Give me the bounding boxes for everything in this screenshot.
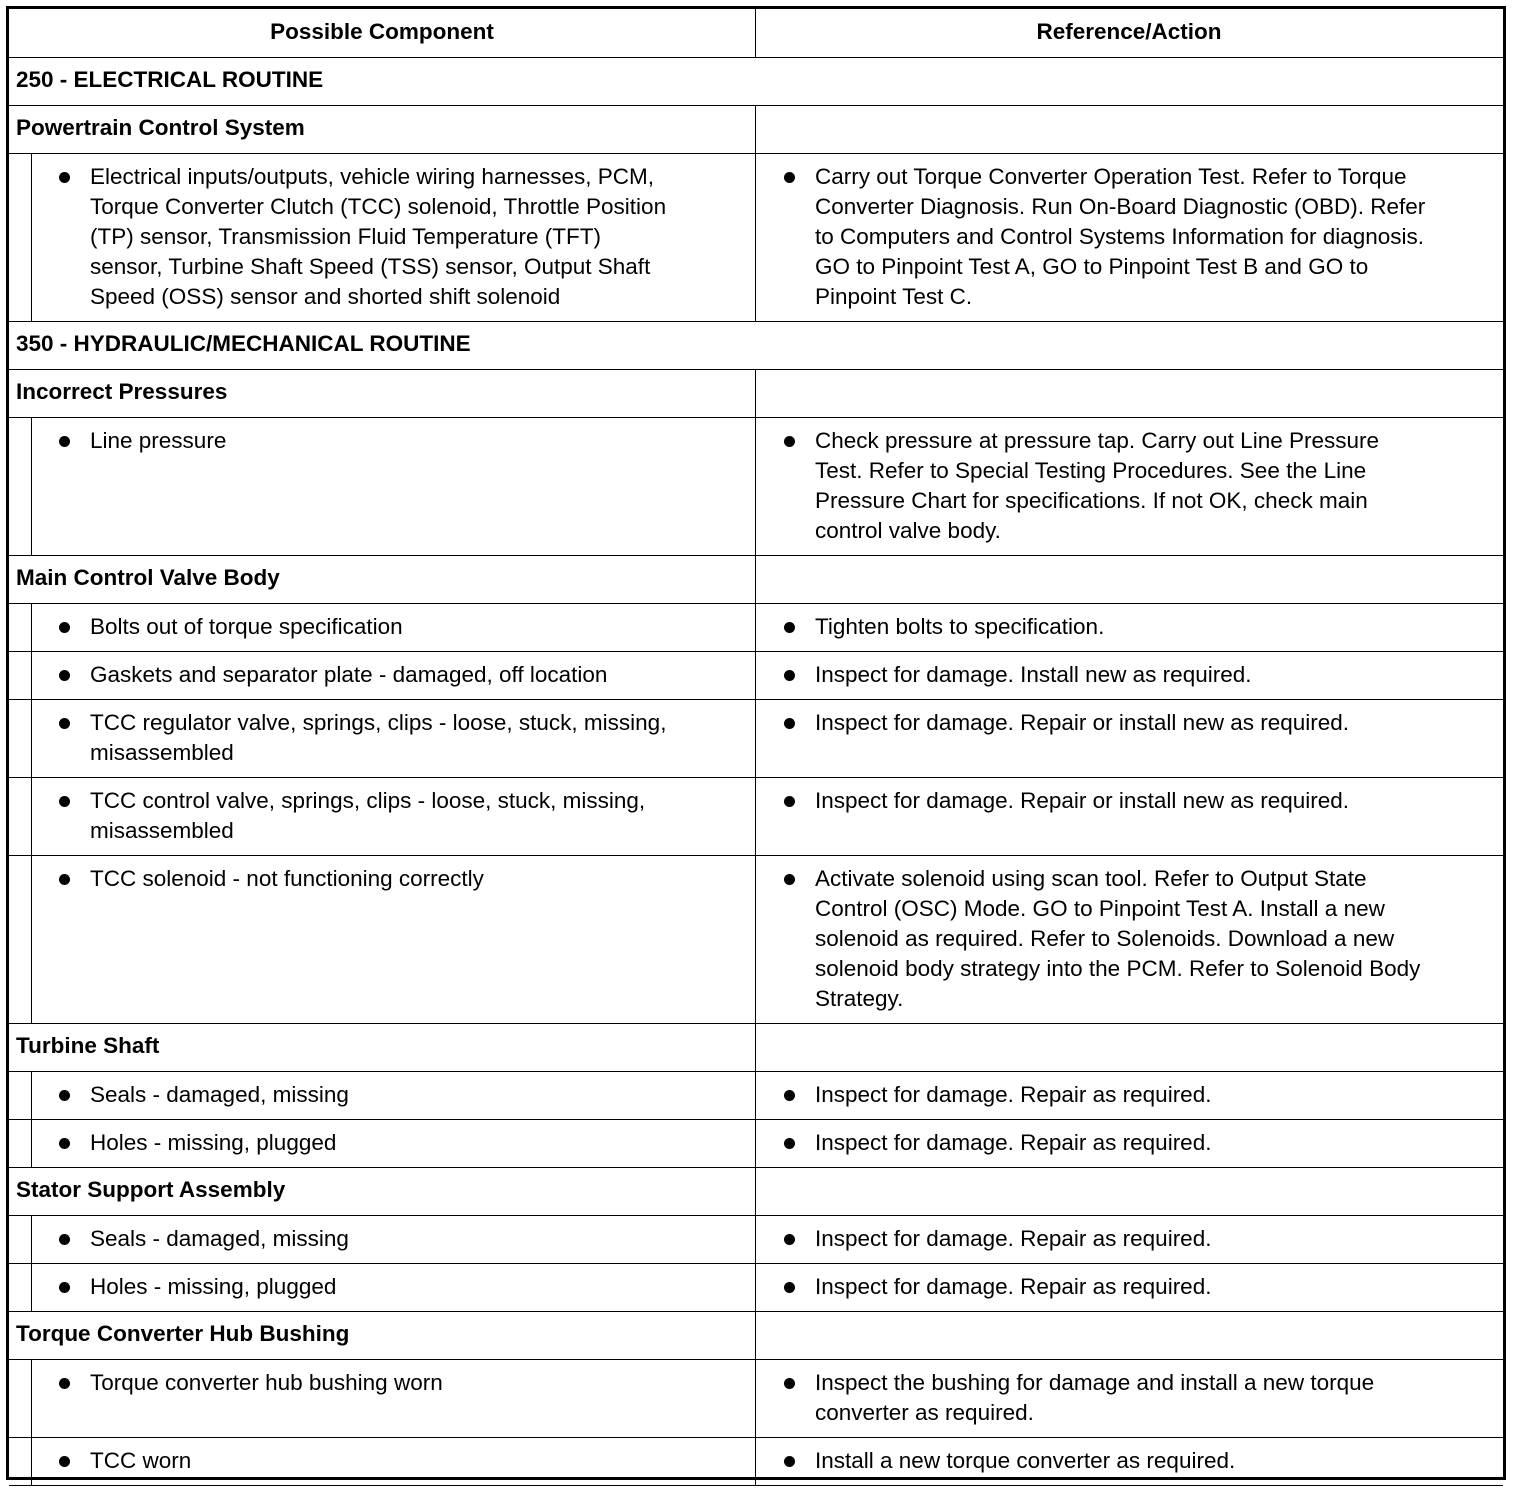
group-title: Torque Converter Hub Bushing: [16, 1321, 350, 1346]
bullet-icon: [59, 1138, 70, 1149]
bullet-icon: [784, 1378, 795, 1389]
row-divider: [9, 105, 1503, 106]
component-text: TCC solenoid - not functioning correctly: [90, 866, 484, 891]
bullet-icon: [59, 1090, 70, 1101]
bullet-icon: [784, 436, 795, 447]
row-divider: [9, 417, 1503, 418]
row-divider: [9, 1167, 1503, 1168]
column-divider: [755, 1167, 756, 1215]
row-divider: [9, 777, 1503, 778]
column-divider: [31, 417, 32, 555]
component-text: Seals - damaged, missing: [90, 1226, 349, 1251]
column-divider: [755, 1215, 756, 1263]
column-header-action: Reference/Action: [1036, 19, 1222, 44]
column-divider: [31, 1215, 32, 1263]
component-text: Speed (OSS) sensor and shorted shift solenoid: [90, 284, 561, 309]
bullet-icon: [59, 1456, 70, 1467]
column-divider: [31, 603, 32, 651]
bullet-icon: [784, 874, 795, 885]
row-divider: [9, 1485, 1503, 1486]
bullet-icon: [59, 670, 70, 681]
action-text: solenoid as required. Refer to Solenoids. Download a new: [815, 926, 1395, 951]
action-text: control valve body.: [815, 518, 1001, 543]
row-divider: [9, 1359, 1503, 1360]
action-text: Test. Refer to Special Testing Procedures. See the Line: [815, 458, 1367, 483]
column-divider: [755, 777, 756, 855]
action-text: Control (OSC) Mode. GO to Pinpoint Test A. Install a new: [815, 896, 1385, 921]
column-divider: [31, 1437, 32, 1485]
row-divider: [9, 57, 1503, 58]
row-divider: [9, 603, 1503, 604]
column-divider: [755, 417, 756, 555]
bullet-icon: [784, 1090, 795, 1101]
component-text: misassembled: [90, 740, 234, 765]
column-divider: [755, 699, 756, 777]
column-divider: [755, 1311, 756, 1359]
row-divider: [9, 153, 1503, 154]
row-divider: [9, 1437, 1503, 1438]
action-text: to Computers and Control Systems Information for diagnosis.: [815, 224, 1425, 249]
action-text: Inspect for damage. Repair as required.: [815, 1130, 1212, 1155]
column-divider: [755, 1263, 756, 1311]
action-text: Inspect for damage. Repair as required.: [815, 1226, 1212, 1251]
column-divider: [31, 1119, 32, 1167]
column-divider: [31, 1071, 32, 1119]
action-text: Inspect for damage. Repair as required.: [815, 1274, 1212, 1299]
group-title: Turbine Shaft: [16, 1033, 160, 1058]
row-divider: [9, 1311, 1503, 1312]
row-divider: [9, 1023, 1503, 1024]
section-title: 350 - HYDRAULIC/MECHANICAL ROUTINE: [16, 331, 471, 356]
bullet-icon: [59, 874, 70, 885]
component-text: Torque Converter Clutch (TCC) solenoid, Throttle Position: [90, 194, 667, 219]
component-text: Line pressure: [90, 428, 227, 453]
action-text: Check pressure at pressure tap. Carry out Line Pressure: [815, 428, 1380, 453]
column-divider: [31, 1263, 32, 1311]
column-divider: [755, 105, 756, 153]
row-divider: [9, 555, 1503, 556]
column-divider: [755, 555, 756, 603]
action-text: Inspect for damage. Repair or install new as required.: [815, 710, 1350, 735]
bullet-icon: [784, 622, 795, 633]
row-divider: [9, 699, 1503, 700]
action-text: Inspect for damage. Repair as required.: [815, 1082, 1212, 1107]
column-divider: [755, 153, 756, 321]
column-divider: [755, 1119, 756, 1167]
column-divider: [755, 651, 756, 699]
bullet-icon: [784, 1138, 795, 1149]
component-text: Seals - damaged, missing: [90, 1082, 349, 1107]
bullet-icon: [784, 718, 795, 729]
action-text: solenoid body strategy into the PCM. Refer to Solenoid Body: [815, 956, 1421, 981]
action-text: converter as required.: [815, 1400, 1034, 1425]
component-text: (TP) sensor, Transmission Fluid Temperature (TFT): [90, 224, 601, 249]
row-divider: [9, 369, 1503, 370]
bullet-icon: [59, 718, 70, 729]
component-text: Torque converter hub bushing worn: [90, 1370, 443, 1395]
row-divider: [9, 855, 1503, 856]
group-title: Incorrect Pressures: [16, 379, 228, 404]
action-text: Pressure Chart for specifications. If not OK, check main: [815, 488, 1368, 513]
row-divider: [9, 1263, 1503, 1264]
group-title: Stator Support Assembly: [16, 1177, 286, 1202]
diagnostic-table: [6, 6, 1506, 1480]
row-divider: [9, 1119, 1503, 1120]
component-text: TCC worn: [90, 1448, 192, 1473]
bullet-icon: [784, 1456, 795, 1467]
column-divider: [31, 1359, 32, 1437]
column-divider: [755, 369, 756, 417]
bullet-icon: [59, 436, 70, 447]
bullet-icon: [784, 1282, 795, 1293]
action-text: Tighten bolts to specification.: [815, 614, 1105, 639]
action-text: Converter Diagnosis. Run On-Board Diagnostic (OBD). Refer: [815, 194, 1426, 219]
component-text: misassembled: [90, 818, 234, 843]
bullet-icon: [59, 1282, 70, 1293]
column-divider: [31, 699, 32, 777]
section-title: 250 - ELECTRICAL ROUTINE: [16, 67, 324, 92]
column-divider: [755, 1023, 756, 1071]
bullet-icon: [784, 1234, 795, 1245]
action-text: Inspect for damage. Repair or install new as required.: [815, 788, 1350, 813]
bullet-icon: [784, 172, 795, 183]
action-text: Install a new torque converter as required.: [815, 1448, 1236, 1473]
action-text: Strategy.: [815, 986, 904, 1011]
column-divider: [31, 153, 32, 321]
row-divider: [9, 1071, 1503, 1072]
column-divider: [31, 855, 32, 1023]
component-text: sensor, Turbine Shaft Speed (TSS) sensor, Output Shaft: [90, 254, 651, 279]
column-divider: [31, 651, 32, 699]
component-text: TCC control valve, springs, clips - loose, stuck, missing,: [90, 788, 646, 813]
column-divider: [755, 603, 756, 651]
component-text: Holes - missing, plugged: [90, 1130, 337, 1155]
column-divider: [31, 777, 32, 855]
bullet-icon: [59, 622, 70, 633]
component-text: Electrical inputs/outputs, vehicle wiring harnesses, PCM,: [90, 164, 654, 189]
column-divider: [755, 9, 756, 57]
action-text: Inspect for damage. Install new as required.: [815, 662, 1252, 687]
row-divider: [9, 651, 1503, 652]
bullet-icon: [784, 670, 795, 681]
component-text: Holes - missing, plugged: [90, 1274, 337, 1299]
component-text: Bolts out of torque specification: [90, 614, 403, 639]
action-text: Pinpoint Test C.: [815, 284, 973, 309]
row-divider: [9, 321, 1503, 322]
column-header-component: Possible Component: [270, 19, 494, 44]
bullet-icon: [59, 796, 70, 807]
component-text: TCC regulator valve, springs, clips - loose, stuck, missing,: [90, 710, 667, 735]
column-divider: [755, 1437, 756, 1485]
row-divider: [9, 1215, 1503, 1216]
column-divider: [755, 1071, 756, 1119]
bullet-icon: [59, 172, 70, 183]
component-text: Gaskets and separator plate - damaged, off location: [90, 662, 608, 687]
bullet-icon: [59, 1234, 70, 1245]
group-title: Powertrain Control System: [16, 115, 305, 140]
column-divider: [755, 1359, 756, 1437]
group-title: Main Control Valve Body: [16, 565, 280, 590]
bullet-icon: [784, 796, 795, 807]
action-text: Inspect the bushing for damage and install a new torque: [815, 1370, 1375, 1395]
action-text: Carry out Torque Converter Operation Test. Refer to Torque: [815, 164, 1407, 189]
action-text: GO to Pinpoint Test A, GO to Pinpoint Test B and GO to: [815, 254, 1369, 279]
column-divider: [755, 855, 756, 1023]
bullet-icon: [59, 1378, 70, 1389]
action-text: Activate solenoid using scan tool. Refer to Output State: [815, 866, 1367, 891]
